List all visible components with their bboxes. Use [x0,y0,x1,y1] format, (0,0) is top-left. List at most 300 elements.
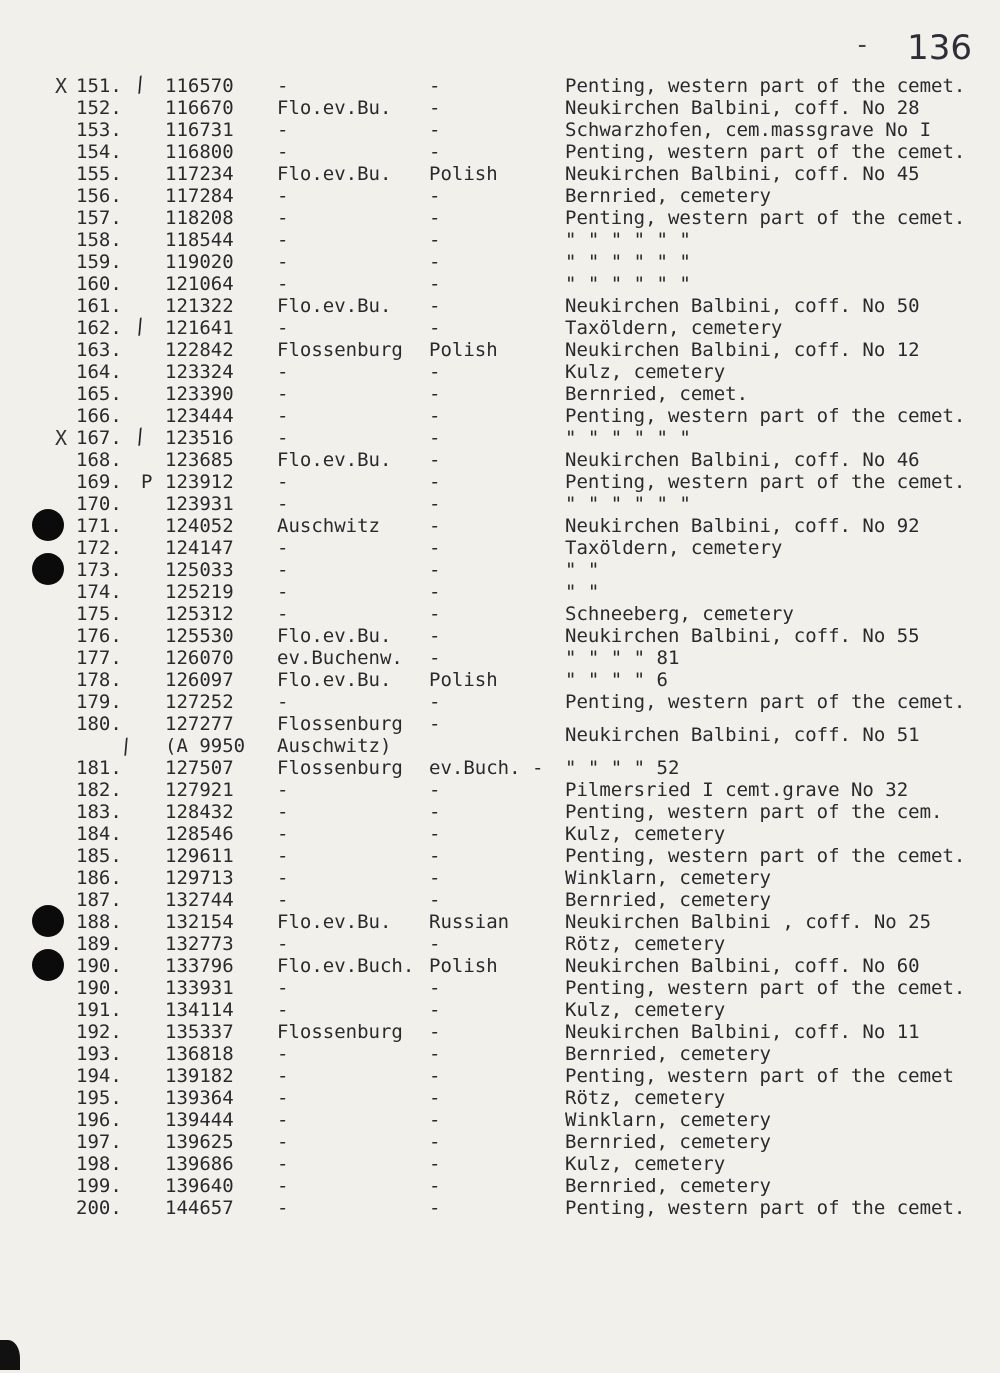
camp: - [277,559,289,581]
entry-number: 178. [76,669,122,691]
nationality: - [429,405,441,427]
entry-number: 151. [76,75,122,97]
burial-place: Bernried, cemetery [565,1175,771,1197]
table-row [0,1065,1000,1087]
table-row [0,669,1000,691]
entry-number: 163. [76,339,122,361]
table-row [0,691,1000,713]
camp: - [277,867,289,889]
burial-place: Bernried, cemetery [565,1043,771,1065]
entry-number: 154. [76,141,122,163]
nationality: - [429,97,441,119]
x-mark-icon: X [55,74,68,98]
table-row [0,955,1000,977]
table-row [0,867,1000,889]
table-row [0,1197,1000,1219]
burial-place: Bernried, cemetery [565,1131,771,1153]
burial-place: Penting, western part of the cemet. [565,977,966,999]
table-row [0,229,1000,251]
table-row [0,779,1000,801]
prisoner-number: 126070 [165,647,234,669]
nationality: - [429,1197,441,1219]
nationality: - [429,383,441,405]
nationality: - [429,207,441,229]
burial-place: Winklarn, cemetery [565,1109,771,1131]
entry-number: 182. [76,779,122,801]
nationality: - [429,581,441,603]
burial-place: Bernried, cemetery [565,889,771,911]
camp: - [277,933,289,955]
table-row [0,422,1000,450]
entry-number: 192. [76,1021,122,1043]
table-row [0,823,1000,845]
burial-place: " " " " 6 [565,669,668,691]
camp: Flo.ev.Bu. [277,669,392,691]
table-row [0,515,1000,537]
camp: Flossenburg [277,339,403,361]
table-row [0,405,1000,427]
burial-place: Schneeberg, cemetery [565,603,794,625]
prisoner-number: 128432 [165,801,234,823]
table-row [0,801,1000,823]
nationality: - [429,977,441,999]
nationality: - [429,1087,441,1109]
entry-number: 157. [76,207,122,229]
entry-number: 177. [76,647,122,669]
prisoner-number: 139640 [165,1175,234,1197]
nationality: - [429,229,441,251]
prisoner-number: 119020 [165,251,234,273]
prisoner-number: 139625 [165,1131,234,1153]
camp: - [277,691,289,713]
prisoner-number: 134114 [165,999,234,1021]
table-row [0,845,1000,867]
camp: - [277,779,289,801]
prisoner-number: 123444 [165,405,234,427]
entry-number: 199. [76,1175,122,1197]
table-row [0,361,1000,383]
burial-place: Kulz, cemetery [565,823,726,845]
camp: Flossenburg [277,1021,403,1043]
burial-place: Penting, western part of the cemet. [565,1197,966,1219]
camp: Flo.ev.Buch. [277,955,415,977]
entry-number: 186. [76,867,122,889]
entry-number: 171. [76,515,122,537]
camp: Flossenburg [277,713,403,735]
page-number: 136 [907,28,972,68]
burial-place: Neukirchen Balbini, coff. No 51 [565,724,920,746]
camp: Auschwitz [277,515,380,537]
entry-number: 153. [76,119,122,141]
burial-place: " " [565,559,600,581]
burial-place: " " [565,581,600,603]
nationality: - [429,427,441,449]
burial-place: Bernried, cemet. [565,383,749,405]
burial-place: Penting, western part of the cemet. [565,691,966,713]
nationality: - [429,647,441,669]
nationality: - [429,1153,441,1175]
camp: - [277,1087,289,1109]
camp: Flo.ev.Bu. [277,295,392,317]
camp: - [277,141,289,163]
prisoner-number: 116731 [165,119,234,141]
burial-place: Bernried, cemetery [565,185,771,207]
prisoner-number: 116570 [165,75,234,97]
burial-place: Neukirchen Balbini, coff. No 12 [565,339,920,361]
table-row [0,757,1000,779]
prisoner-number: 139444 [165,1109,234,1131]
entry-number: 184. [76,823,122,845]
table-row [0,185,1000,207]
entry-number: 195. [76,1087,122,1109]
prisoner-number: 116800 [165,141,234,163]
camp: Flo.ev.Bu. [277,911,392,933]
entry-number: 193. [76,1043,122,1065]
prisoner-number: 132744 [165,889,234,911]
burial-place: Kulz, cemetery [565,999,726,1021]
entry-number: 158. [76,229,122,251]
entry-number: 167. [76,427,122,449]
nationality: Polish [429,669,498,691]
burial-place: Penting, western part of the cemet. [565,471,966,493]
p-annotation: P [141,471,153,493]
table-row [0,295,1000,317]
camp: ev.Buchenw. [277,647,403,669]
entry-number: 162. [76,317,122,339]
prisoner-number: 118208 [165,207,234,229]
nationality: - [429,1043,441,1065]
burial-place: Penting, western part of the cemet. [565,405,966,427]
entry-number: 176. [76,625,122,647]
prisoner-number: 117234 [165,163,234,185]
burial-place: " " " " " " [565,251,691,273]
camp: Flo.ev.Bu. [277,97,392,119]
burial-place: Kulz, cemetery [565,361,726,383]
entry-number: 188. [76,911,122,933]
prisoner-number: 116670 [165,97,234,119]
nationality: - [429,515,441,537]
prisoner-number: 132154 [165,911,234,933]
camp: - [277,537,289,559]
entry-number: 152. [76,97,122,119]
prisoner-number: 122842 [165,339,234,361]
prisoner-number: 135337 [165,1021,234,1043]
prisoner-number: 124052 [165,515,234,537]
table-row [0,449,1000,471]
entry-number: 174. [76,581,122,603]
burial-place: Penting, western part of the cemet [565,1065,954,1087]
table-row [0,383,1000,405]
burial-place: Penting, western part of the cemet. [565,207,966,229]
nationality: - [429,141,441,163]
entry-number: 179. [76,691,122,713]
prisoner-number: 121641 [165,317,234,339]
camp: - [277,427,289,449]
table-row [0,312,1000,340]
prisoner-number: 127252 [165,691,234,713]
table-row [0,1153,1000,1175]
entry-number: 180. [76,713,122,735]
burial-place: Neukirchen Balbini, coff. No 55 [565,625,920,647]
prisoner-number: 132773 [165,933,234,955]
prisoner-number: 129611 [165,845,234,867]
entry-number: 175. [76,603,122,625]
entry-number: 155. [76,163,122,185]
table-row [0,537,1000,559]
entry-number: 194. [76,1065,122,1087]
check-mark-icon: ∕ [130,70,150,98]
camp: - [277,1197,289,1219]
nationality: - [429,75,441,97]
table-row [0,251,1000,273]
table-row [0,911,1000,933]
nationality: - [429,823,441,845]
camp: - [277,823,289,845]
camp: Flo.ev.Bu. [277,449,392,471]
camp: - [277,229,289,251]
page-dash: - [854,30,870,60]
entry-number: 181. [76,757,122,779]
burial-place: Winklarn, cemetery [565,867,771,889]
burial-place: Penting, western part of the cemet. [565,75,966,97]
prisoner-number: 121322 [165,295,234,317]
check-mark-icon: ∕ [130,312,150,340]
camp: - [277,1065,289,1087]
nationality: - [429,1131,441,1153]
prisoner-number: 124147 [165,537,234,559]
table-row [0,339,1000,361]
prisoner-number: 125033 [165,559,234,581]
camp: Flo.ev.Bu. [277,163,392,185]
prisoner-number: 127507 [165,757,234,779]
camp: - [277,471,289,493]
nationality: - [429,1175,441,1197]
corner-punch-mark [0,1340,20,1370]
table-row [0,1175,1000,1197]
nationality: - [429,559,441,581]
entry-number: 170. [76,493,122,515]
table-row [0,713,1000,760]
prisoner-number: 125312 [165,603,234,625]
nationality: - [429,471,441,493]
table-row [0,119,1000,141]
camp: - [277,185,289,207]
camp: Flossenburg [277,757,403,779]
camp-secondary: Auschwitz) [277,735,392,757]
camp: - [277,581,289,603]
table-row [0,163,1000,185]
camp: - [277,251,289,273]
camp: - [277,119,289,141]
nationality: - [429,1021,441,1043]
prisoner-number: 121064 [165,273,234,295]
prisoner-number: 139686 [165,1153,234,1175]
table-row [0,1087,1000,1109]
entry-number: 168. [76,449,122,471]
camp: - [277,493,289,515]
burial-place: Neukirchen Balbini , coff. No 25 [565,911,932,933]
nationality: - [429,801,441,823]
camp: - [277,207,289,229]
burial-place: Penting, western part of the cemet. [565,141,966,163]
prisoner-number: 139182 [165,1065,234,1087]
burial-place: Neukirchen Balbini, coff. No 11 [565,1021,920,1043]
camp: - [277,1043,289,1065]
table-row [0,493,1000,515]
burial-place: Taxöldern, cemetery [565,537,783,559]
entry-number: 187. [76,889,122,911]
table-row [0,647,1000,669]
nationality: - [429,691,441,713]
table-row [0,1021,1000,1043]
camp: - [277,1153,289,1175]
table-row [0,625,1000,647]
nationality: - [429,933,441,955]
prisoner-number: 123912 [165,471,234,493]
nationality: - [429,603,441,625]
entry-number: 165. [76,383,122,405]
nationality: - [429,845,441,867]
camp: - [277,361,289,383]
prisoner-number: 123931 [165,493,234,515]
table-row [0,141,1000,163]
prisoner-number: 125219 [165,581,234,603]
burial-place: " " " " " " [565,427,691,449]
check-mark-icon: ∕ [130,422,150,450]
entry-number: 161. [76,295,122,317]
entry-number: 190. [76,955,122,977]
camp: - [277,801,289,823]
burial-place: Rötz, cemetery [565,933,726,955]
nationality: - [429,361,441,383]
burial-place: Neukirchen Balbini, coff. No 60 [565,955,920,977]
burial-place: Neukirchen Balbini, coff. No 46 [565,449,920,471]
table-row [0,999,1000,1021]
nationality: Polish [429,339,498,361]
burial-place: " " " " 52 [565,757,680,779]
table-row [0,471,1000,493]
table-row [0,1043,1000,1065]
entry-number: 196. [76,1109,122,1131]
nationality: - [429,713,441,735]
prisoner-number: 136818 [165,1043,234,1065]
camp: - [277,1109,289,1131]
camp: - [277,383,289,405]
camp: - [277,845,289,867]
entry-number: 191. [76,999,122,1021]
prisoner-number: 127921 [165,779,234,801]
camp: - [277,273,289,295]
burial-place: " " " " " " [565,229,691,251]
nationality: - [429,185,441,207]
nationality: - [429,999,441,1021]
burial-place: Neukirchen Balbini, coff. No 45 [565,163,920,185]
entry-number: 164. [76,361,122,383]
table-row [0,273,1000,295]
prisoner-number: 123685 [165,449,234,471]
nationality: - [429,251,441,273]
camp: - [277,977,289,999]
entry-number: 156. [76,185,122,207]
prisoner-number: 128546 [165,823,234,845]
nationality: - [429,625,441,647]
burial-place: Rötz, cemetery [565,1087,726,1109]
burial-place: Schwarzhofen, cem.massgrave No I [565,119,932,141]
nationality: - [429,295,441,317]
entry-number: 160. [76,273,122,295]
prisoner-number: 126097 [165,669,234,691]
entry-number: 200. [76,1197,122,1219]
burial-place: " " " " 81 [565,647,680,669]
camp: - [277,405,289,427]
camp: - [277,1131,289,1153]
table-row [0,559,1000,581]
camp: - [277,1175,289,1197]
burial-place: Penting, western part of the cem. [565,801,943,823]
entry-number: 172. [76,537,122,559]
nationality: - [429,449,441,471]
prisoner-number: 127277 [165,713,234,735]
camp: - [277,75,289,97]
nationality: Russian [429,911,510,933]
prisoner-number: 133931 [165,977,234,999]
burial-place: Pilmersried I cemt.grave No 32 [565,779,909,801]
table-row [0,581,1000,603]
entry-number: 189. [76,933,122,955]
prisoner-number: 129713 [165,867,234,889]
entry-number: 190. [76,977,122,999]
entry-number: 183. [76,801,122,823]
nationality: Polish [429,163,498,185]
camp: Flo.ev.Bu. [277,625,392,647]
nationality: - [429,1065,441,1087]
nationality: - [429,493,441,515]
x-mark-icon: X [55,426,68,450]
check-mark-icon: ∕ [116,732,136,760]
table-row [0,70,1000,98]
burial-list-table [0,70,1000,1219]
entry-number: 198. [76,1153,122,1175]
prisoner-number: 123516 [165,427,234,449]
entry-number: 197. [76,1131,122,1153]
table-row [0,889,1000,911]
burial-place: Kulz, cemetery [565,1153,726,1175]
prisoner-number: 144657 [165,1197,234,1219]
table-row [0,1109,1000,1131]
camp: - [277,999,289,1021]
prisoner-number: 123324 [165,361,234,383]
nationality: - [429,537,441,559]
table-row [0,207,1000,229]
prisoner-number: 139364 [165,1087,234,1109]
camp: - [277,603,289,625]
burial-place: " " " " " " [565,273,691,295]
camp: - [277,889,289,911]
burial-place: Penting, western part of the cemet. [565,845,966,867]
entry-number: 173. [76,559,122,581]
entry-number: 159. [76,251,122,273]
table-row [0,977,1000,999]
burial-place: Neukirchen Balbini, coff. No 28 [565,97,920,119]
prisoner-number: 117284 [165,185,234,207]
table-row [0,603,1000,625]
burial-place: Neukirchen Balbini, coff. No 92 [565,515,920,537]
table-row [0,933,1000,955]
burial-place: Taxöldern, cemetery [565,317,783,339]
camp: - [277,317,289,339]
nationality: Polish [429,955,498,977]
prisoner-number: 133796 [165,955,234,977]
